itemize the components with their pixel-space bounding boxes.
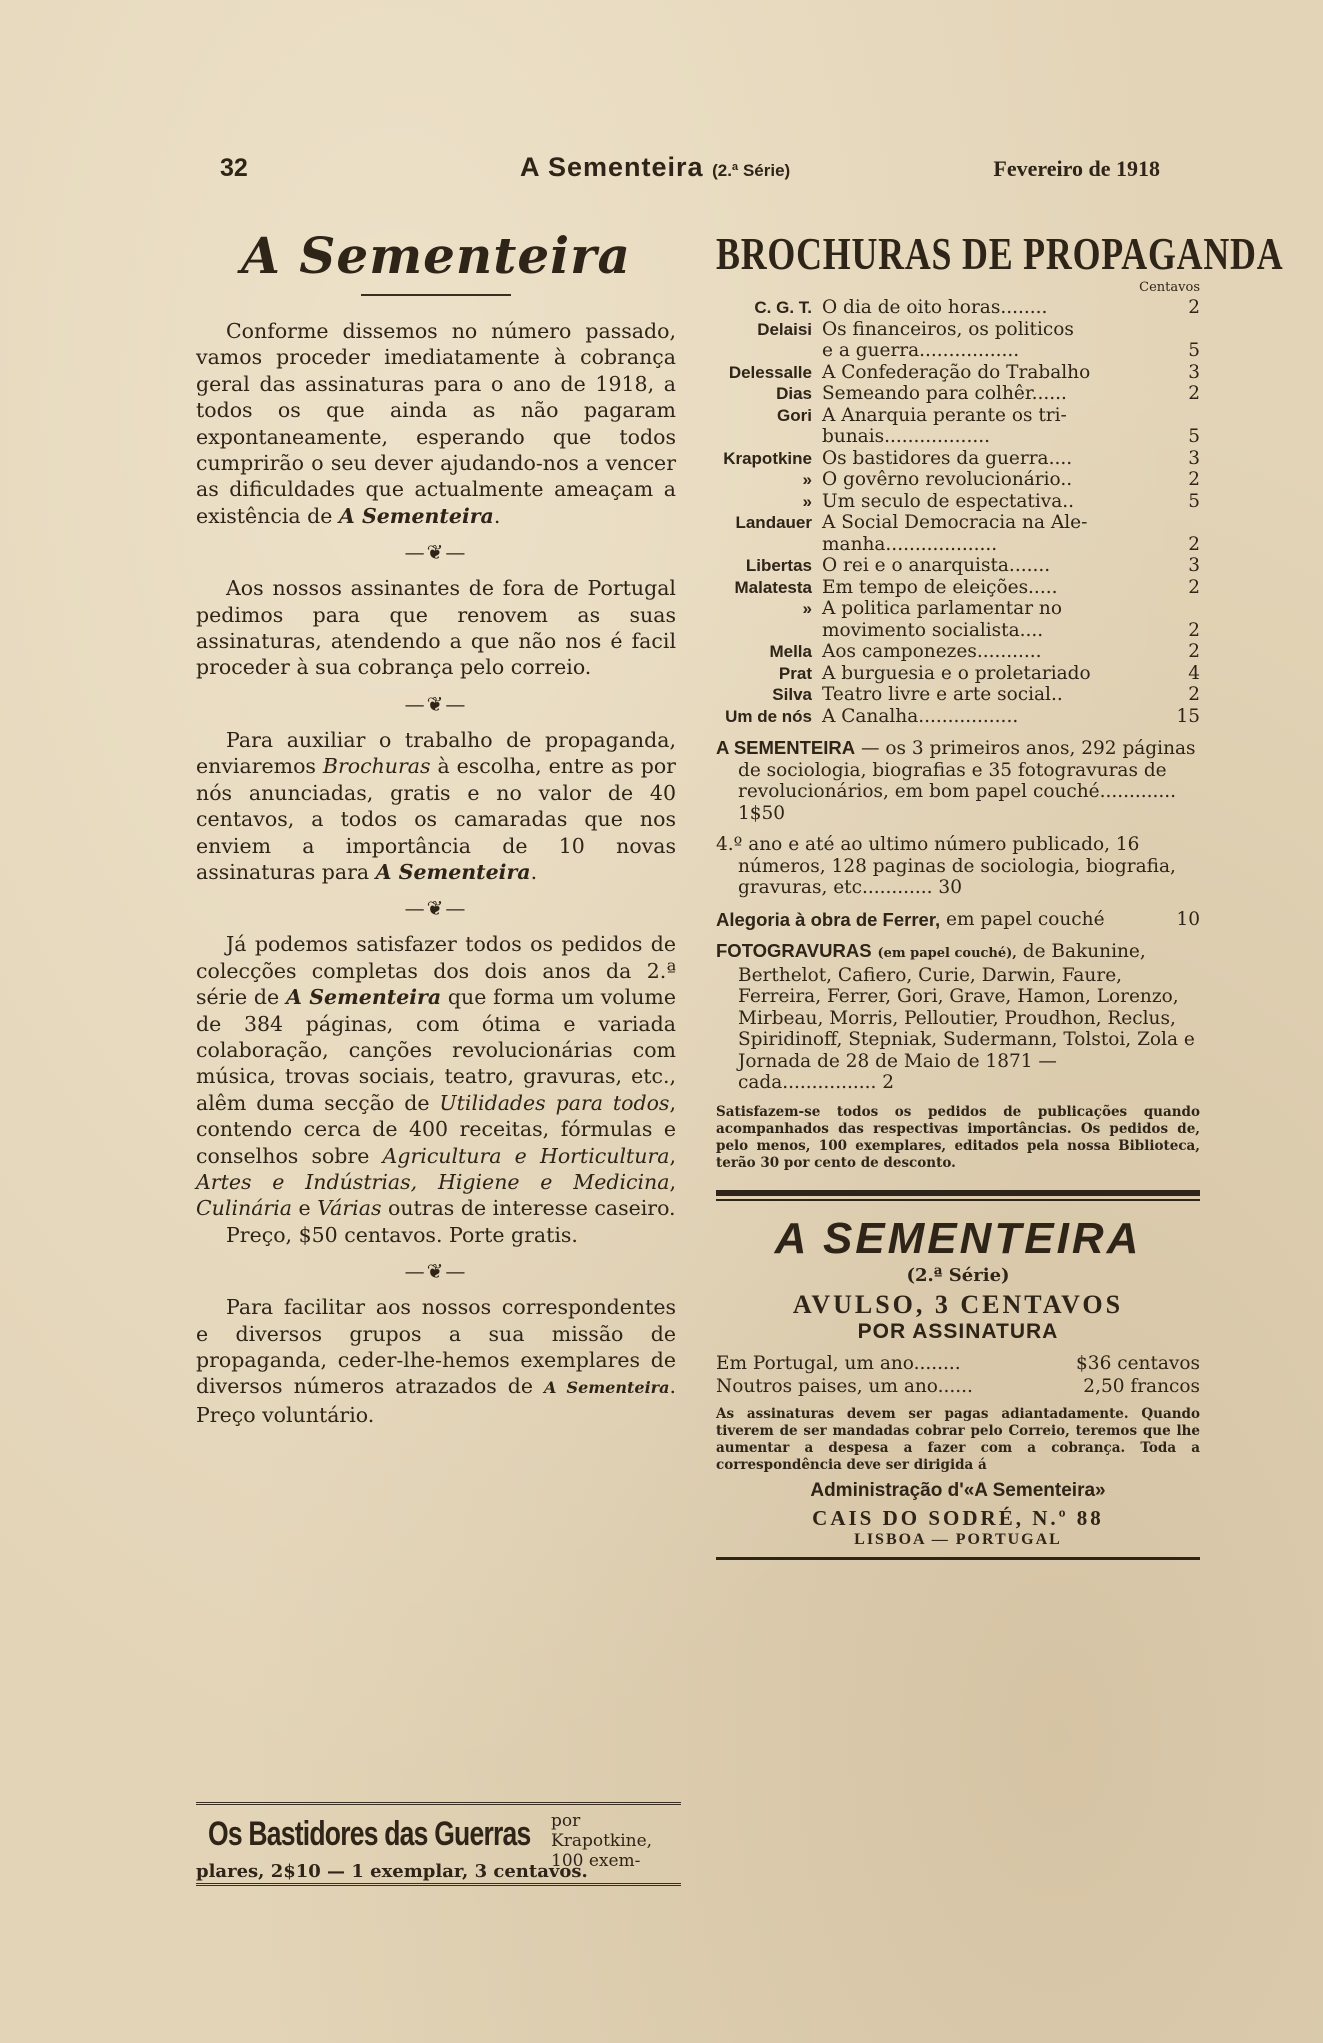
- brochure-author: »: [802, 491, 812, 511]
- brochure-author: Delessalle: [728, 362, 812, 382]
- brochure-title: manha...................: [822, 533, 998, 555]
- brochure-item: [716, 577, 1200, 599]
- brochure-price: 2: [1188, 383, 1200, 404]
- brochure-item: [716, 448, 1200, 470]
- p4-italic-2: Agricultura e Horticultura: [382, 1143, 670, 1168]
- p1-end: .: [493, 503, 501, 528]
- brochure-title: O govêrno revolucionário..: [822, 469, 1073, 490]
- brochure-price: 5: [1188, 340, 1200, 361]
- brochure-item: [716, 426, 1200, 448]
- brochure-author: Krapotkine: [723, 448, 812, 468]
- address: CAIS DO SODRÉ, N.º 88: [812, 1505, 1104, 1530]
- issue-date: Fevereiro de 1918: [993, 156, 1160, 181]
- p3-end: .: [530, 859, 538, 884]
- brochure-title: O rei e o anarquista.......: [822, 555, 1051, 576]
- masthead: A Sementeira: [241, 226, 631, 285]
- p6-brand: A Sementeira: [544, 1378, 670, 1398]
- subscription-notice: As assinaturas devem ser pagas adiantadamente. Quando tiverem de ser mandadas cobrar pelo Correio, teremos que lhe aumentar a despesa a fazer com a cobrança. Toda a correspondência deve ser dirigida á: [716, 1405, 1200, 1473]
- brochure-title: Teatro livre e arte social..: [822, 684, 1063, 705]
- brochure-item: [716, 706, 1200, 728]
- p4d-text: ,: [669, 1143, 676, 1168]
- brochure-item: [716, 620, 1200, 642]
- brochure-author: [716, 620, 822, 642]
- paper-title-text: A Sementeira: [520, 152, 704, 182]
- book-advert: [196, 1802, 681, 1886]
- brochure-price: 15: [1176, 705, 1200, 727]
- brochure-item: [716, 491, 1200, 513]
- brochure-title: A burguesia e o proletariado: [822, 662, 1091, 684]
- sem-text: — os 3 primeiros anos, 292 páginas de sociologia, biografias e 35 fotogravuras de revolucionários, em bom papel couché.............: [738, 738, 1196, 802]
- brochure-price: 3: [1188, 447, 1200, 469]
- brochure-title: O dia de oito horas........: [822, 297, 1048, 318]
- brochure-item: [716, 383, 1200, 405]
- brochure-author: »: [802, 470, 812, 489]
- p4e-text: ,: [669, 1169, 676, 1194]
- brochure-price: 2: [1188, 297, 1200, 318]
- paragraph-cobranca: [196, 318, 676, 529]
- brochure-title: A politica parlamentar no: [822, 598, 1062, 619]
- box-rule-bottom: [716, 1557, 1200, 1560]
- brochure-price: 2: [1188, 641, 1200, 662]
- brochure-item: [716, 405, 1200, 427]
- brochure-title: Aos camponezes...........: [822, 641, 1042, 662]
- brochure-price: 2: [1188, 619, 1200, 641]
- advert-price: plares, 2$10 — 1 exemplar, 3 centavos.: [196, 1861, 588, 1882]
- fotogravuras-offer: [716, 940, 1200, 1094]
- sem-price: 1$50: [738, 802, 786, 824]
- brochure-author: Delaisi: [757, 319, 812, 339]
- brochure-item: [716, 534, 1200, 556]
- currency-label: Centavos: [1139, 280, 1200, 295]
- brochure-item: [716, 340, 1200, 362]
- p4-italic-4: Culinária: [196, 1196, 293, 1221]
- brochure-author: Dias: [776, 384, 812, 403]
- paragraph-assinantes-fora: Aos nossos assinantes de fora de Portugal pedimos para que renovem as suas assinaturas, atendendo a que não nos é facil proceder à sua cobrança pelo correio.: [196, 576, 676, 680]
- administration: Administração d'«A Sementeira»: [810, 1479, 1106, 1501]
- paper-title: [520, 152, 790, 183]
- brochure-list: [716, 297, 1200, 727]
- aleg-label: Alegoria à obra de Ferrer,: [716, 908, 941, 930]
- ano-price: 30: [938, 877, 962, 898]
- rate2-label: Noutros paises, um ano......: [716, 1375, 973, 1397]
- brochure-author: Prat: [778, 663, 812, 683]
- p1-text: Conforme dissemos no número passado, vamos proceder imediatamente à cobrança geral das assinaturas para o ano de 1918, a todos os que ainda as não pagaram expontaneamente, esperando que todos cumprirão o seu dever ajudando-nos a vencer as dificuldades que actualmente ameaçam a existência de: [196, 319, 676, 528]
- brochure-title: A Canalha.................: [822, 705, 1019, 727]
- brochure-title: Semeando para colhêr......: [822, 383, 1067, 404]
- ano-text: 4.º ano e até ao ultimo número publicado, 16 números, 128 paginas de sociologia, biografia, gravuras, etc............: [716, 834, 1176, 898]
- rate1-label: Em Portugal, um ano........: [716, 1352, 961, 1374]
- brochure-author: Malatesta: [734, 577, 812, 597]
- sem-label: A SEMENTEIRA: [716, 737, 856, 758]
- brochure-author: Um de nós: [725, 706, 812, 726]
- subscription-serie: (2.ª Série): [906, 1264, 1010, 1286]
- brochure-title: movimento socialista....: [822, 619, 1044, 641]
- brochure-price: 2: [1188, 469, 1200, 490]
- p6-text: Para facilitar aos nossos correspondentes e diversos grupos a sua missão de propaganda, ceder-lhe-hemos exemplares de diversos números atrazados de: [196, 1295, 676, 1399]
- brochure-price: 5: [1188, 426, 1200, 447]
- brochure-title: Os financeiros, os politicos: [822, 318, 1074, 340]
- box-rule-top: [716, 1190, 1200, 1196]
- p4-italic-1: Utilidades para todos: [439, 1090, 670, 1115]
- brochure-price: 3: [1188, 361, 1200, 383]
- brochure-author: Landauer: [735, 513, 812, 532]
- ornament-divider: —❦—: [404, 540, 468, 565]
- por-assinatura: POR ASSINATURA: [857, 1319, 1059, 1343]
- sementeira-offer: [716, 737, 1200, 824]
- p4f-text: e: [298, 1196, 311, 1221]
- paragraph-propaganda: [196, 727, 676, 885]
- subscription-title: A SEMENTEIRA: [774, 1213, 1142, 1263]
- right-column: [716, 228, 1284, 1560]
- brochure-item: [716, 512, 1200, 534]
- brochure-title: Em tempo de eleições.....: [822, 576, 1058, 598]
- ano-offer: [716, 834, 1200, 899]
- foto-label: FOTOGRAVURAS: [716, 940, 872, 961]
- brochure-item: [716, 469, 1200, 491]
- aleg-price: 10: [1176, 908, 1200, 930]
- brochure-item: [716, 598, 1200, 620]
- brochure-item: [716, 319, 1200, 341]
- advert-title: Os Bastidores das Guerras: [208, 1815, 531, 1853]
- paper-serie: (2.ª Série): [712, 161, 791, 180]
- brochure-title: A Social Democracia na Ale-: [822, 512, 1088, 533]
- p4c-text: , contendo cerca de 400 receitas, fórmulas e conselhos sobre: [196, 1090, 676, 1168]
- p3b-text: à escolha, entre as por nós anunciadas, gratis e no valor de 40 centavos, a todos os camaradas que nos enviem a importância de 10 novas assinaturas para: [196, 754, 676, 884]
- p3a-text: Para auxiliar o trabalho de propaganda, enviaremos: [196, 727, 676, 779]
- brochure-price: [1174, 512, 1200, 534]
- brochuras-title: BROCHURAS DE PROPAGANDA: [716, 228, 1284, 279]
- p6-end: . Preço voluntário.: [196, 1374, 676, 1427]
- brochure-item: [716, 362, 1200, 384]
- brochure-price: [1174, 319, 1200, 341]
- foto-text: de Bakunine, Berthelot, Cafiero, Curie, Darwin, Faure, Ferreira, Ferrer, Gori, Grave, Hamon, Lorenzo, Mirbeau, Morris, Pelloutier, Proudhon, Reclus, Spiridinoff, Stepniak, Sudermann, Tolstoi, Zola e Jornada de 28 de Maio de 1871 — cada................: [738, 941, 1195, 1093]
- brochure-price: 2: [1188, 576, 1200, 598]
- brochure-author: [716, 534, 822, 556]
- brochure-author: Gori: [777, 405, 812, 425]
- avulso-price: AVULSO, 3 CENTAVOS: [792, 1289, 1124, 1319]
- brochure-price: 3: [1188, 555, 1200, 576]
- brochure-title: Um seculo de espectativa..: [822, 490, 1074, 512]
- brochure-title: e a guerra.................: [822, 340, 1020, 361]
- brochure-price: 5: [1188, 490, 1200, 512]
- paragraph-preco: Preço, $50 centavos. Porte gratis.: [226, 1222, 578, 1247]
- brochure-price: [1174, 405, 1200, 427]
- ornament-divider: —❦—: [404, 896, 468, 921]
- brochure-price: [1174, 598, 1200, 620]
- ornament-divider: —❦—: [404, 691, 468, 716]
- p4-italic-5: Várias: [317, 1196, 382, 1221]
- brochure-author: C. G. T.: [754, 298, 812, 317]
- ornament-divider: —❦—: [404, 1259, 468, 1284]
- p4-italic-3: Artes e Indústrias, Higiene e Medicina: [196, 1169, 670, 1194]
- brochure-title: bunais..................: [822, 426, 990, 447]
- page-header: [220, 150, 1160, 190]
- page-number: 32: [220, 154, 248, 182]
- foto-price: 2: [882, 1072, 895, 1093]
- masthead-rule: [361, 294, 511, 296]
- brochure-author: Libertas: [745, 556, 812, 575]
- brochure-item: [716, 663, 1200, 685]
- brochure-author: Mella: [769, 642, 812, 661]
- city: LISBOA — PORTUGAL: [854, 1530, 1062, 1548]
- brochure-price: 2: [1188, 533, 1200, 555]
- rate2-value: 2,50 francos: [1083, 1375, 1200, 1397]
- p1-brand: A Sementeira: [338, 503, 494, 528]
- aleg-text: em papel couché: [946, 908, 1105, 930]
- brochure-author: [716, 340, 822, 362]
- p4-brand: A Sementeira: [285, 985, 442, 1010]
- brochure-author: »: [802, 599, 812, 618]
- box-rule-top-thin: [716, 1199, 1200, 1201]
- left-column: [196, 226, 676, 1428]
- p3-italic: Brochuras: [322, 754, 431, 779]
- p4g-text: outras de interesse caseiro.: [388, 1196, 676, 1221]
- advert-author: por Krapotkine, 100 exem-: [551, 1811, 653, 1871]
- rate-abroad: [716, 1375, 1200, 1398]
- discount-note: Satisfazem-se todos os pedidos de publicações quando acompanhados das respectivas importâncias. Os pedidos de, pelo menos, 100 exemplares, editados pela nossa Biblioteca, terão 30 por cento de desconto.: [716, 1103, 1200, 1171]
- brochure-title: Os bastidores da guerra....: [822, 447, 1073, 469]
- foto-paren: (em papel couché),: [877, 946, 1017, 961]
- rate-portugal: [716, 1352, 1200, 1375]
- p3-brand: A Sementeira: [375, 859, 531, 884]
- brochure-item: [716, 297, 1200, 319]
- brochure-title: A Anarquia perante os tri-: [822, 404, 1067, 426]
- brochure-price: 4: [1188, 662, 1200, 684]
- p4a-text: Já podemos satisfazer todos os pedidos de colecções completas dos dois anos da 2.ª série de: [196, 932, 676, 1010]
- paragraph-coleccoes: [196, 931, 676, 1221]
- paragraph-atrazados: [196, 1294, 676, 1428]
- brochure-title: A Confederação do Trabalho: [822, 361, 1091, 383]
- alegoria-offer: [716, 909, 1200, 931]
- p4b-text: que forma um volume de 384 páginas, com ótima e variada colaboração, canções revolucionárias com música, trovas sociais, teatro, gravuras, etc., alêm duma secção de: [196, 985, 676, 1115]
- brochure-author: [716, 426, 822, 448]
- brochure-item: [716, 684, 1200, 706]
- brochure-author: Silva: [772, 685, 812, 704]
- brochure-item: [716, 555, 1200, 577]
- brochure-price: 2: [1188, 684, 1200, 705]
- brochure-item: [716, 641, 1200, 663]
- rate1-value: $36 centavos: [1076, 1352, 1200, 1374]
